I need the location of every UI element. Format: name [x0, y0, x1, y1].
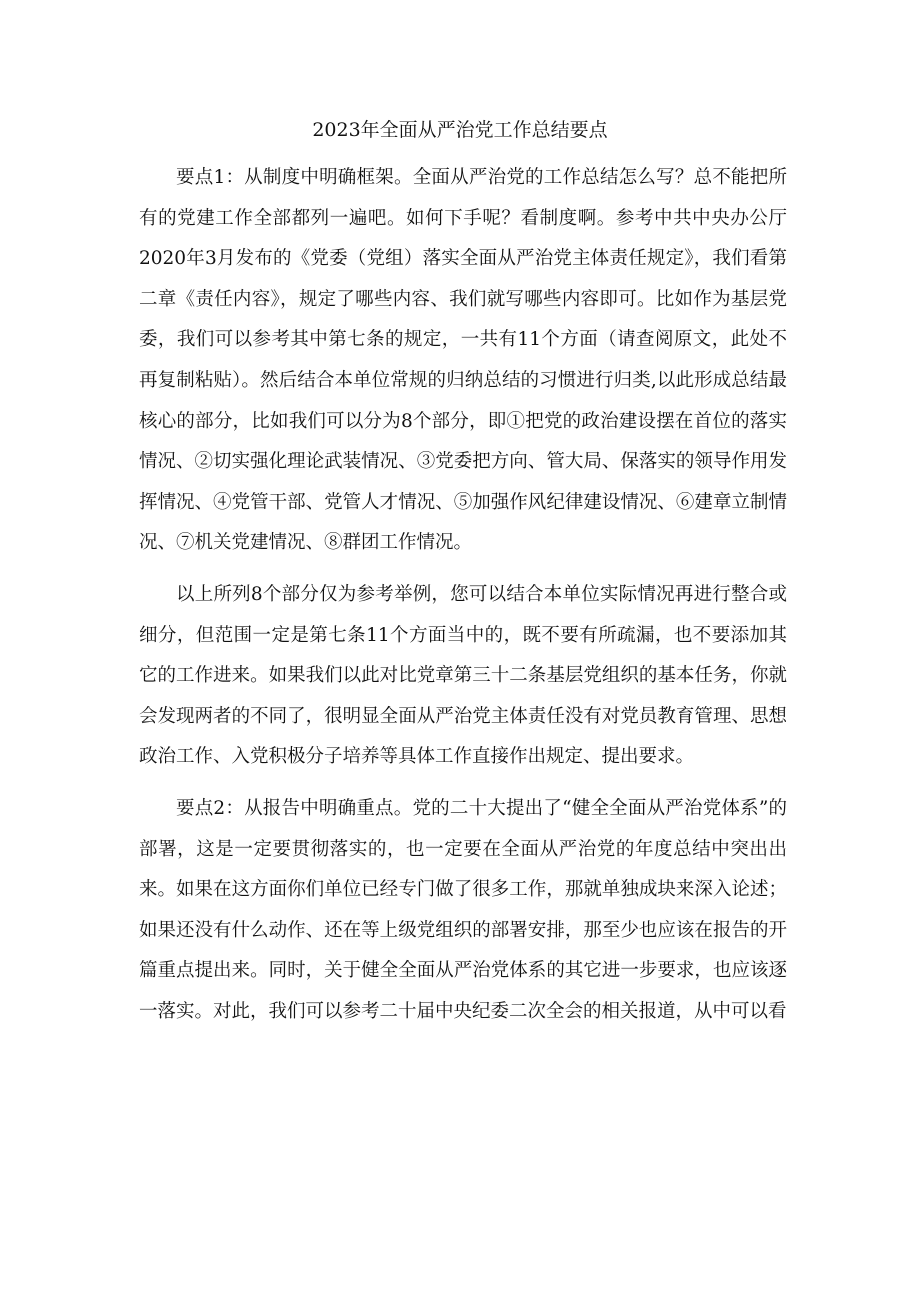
paragraph-point-1-note: 以上所列8个部分仅为参考举例，您可以结合本单位实际情况再进行整合或细分，但范围一定是第七条11个方面当中的，既不要有所疏漏，也不要添加其它的工作进来。如果我们以此对比党章第三十二条基层党组织的基本任务，你就会发现两者的不同了，很明显全面从严治党主体责任没有对党员教育管理、思想政治工作、入党积极分子培养等具体工作直接作出规定、提出要求。	[139, 583, 787, 768]
document-body	[139, 158, 787, 1043]
paragraph-point-2: 要点2：从报告中明确重点。党的二十大提出了“健全全面从严治党体系”的部署，这是一定要贯彻落实的，也一定要在全面从严治党的年度总结中突出出来。如果在这方面你们单位已经专门做了很多工作，那就单独成块来深入论述；如果还没有什么动作、还在等上级党组织的部署安排，那至少也应该在报告的开篇重点提出来。同时，关于健全全面从严治党体系的其它进一步要求，也应该逐一落实。对此，我们可以参考二十届中央纪委二次全会的相关报道，从中可以看	[139, 797, 787, 1022]
paragraph-point-1: 要点1：从制度中明确框架。全面从严治党的工作总结怎么写？总不能把所有的党建工作全部都列一遍吧。如何下手呢？看制度啊。参考中共中央办公厅2020年3月发布的《党委（党组）落实全面从严治党主体责任规定》，我们看第二章《责任内容》，规定了哪些内容、我们就写哪些内容即可。比如作为基层党委，我们可以参考其中第七条的规定，一共有11个方面（请查阅原文，此处不再复制粘贴）。然后结合本单位常规的归纳总结的习惯进行归类,以此形成总结最核心的部分，比如我们可以分为8个部分，即①把党的政治建设摆在首位的落实情况、②切实强化理论武装情况、③党委把方向、管大局、保落实的领导作用发挥情况、④党管干部、党管人才情况、⑤加强作风纪律建设情况、⑥建章立制情况、⑦机关党建情况、⑧群团工作情况。	[139, 167, 787, 554]
document-title: 2023年全面从严治党工作总结要点	[312, 119, 608, 141]
